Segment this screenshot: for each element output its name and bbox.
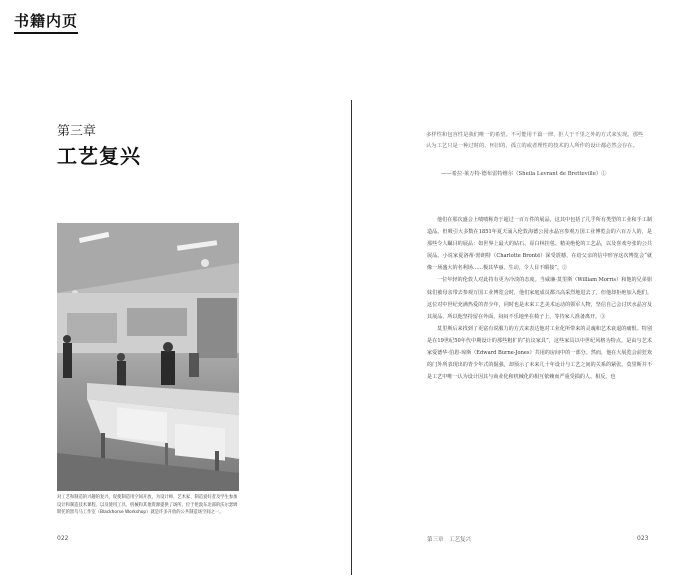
page-number-right: 023: [637, 535, 649, 542]
photo-caption: 对工艺和制造的兴趣的复兴，促使制造用空间开放，为设计师、艺术家、制造爱好者及学生参加设计和制造技术课程、以及使用工具、机械和其他资源提供了场所。位于伦敦东北部的沃尔瑟姆斯托的黑鸟马工作室（Blackhorse Workshop）就是许多开放的公共制造场空间之一。: [57, 495, 238, 516]
chapter-title: 工艺复兴: [57, 144, 141, 168]
body-text: [427, 214, 652, 383]
chapter-number: 第三章: [57, 124, 97, 139]
left-page: [0, 40, 350, 582]
page-number-left: 022: [57, 535, 69, 542]
section-label: 书籍内页: [14, 10, 78, 34]
paragraph: 他们在那次盛会上啧啧称奇于超过一百万件的展品，这其中包括了几乎所有类型的工业和手工制造品。但吸引大多数在1851年夏天涌入伦敦海德公园水晶宫参观万国工业博览会的六百万人的，是那些令人瞩目的展品：如世界上最大的钻石、哥白林挂毯、精美绝伦的工艺品，以及喜欢夸张的公共展品。小说家夏洛蒂·勃朗特（Charlotte Brontë）深受震撼，在给父亲的信中形容这次博览会“就像一场盛大的名利场……极其华丽、生动，令人目不暇接”。②: [427, 217, 652, 272]
epigraph: 多样性和包容性是我们唯一的希望。不可能用千篇一律、拒人于千里之外的方式来实现。那些认为工艺只是一种过时的、怀旧的、孤立的或者理性的技术的人所作的设计都必然会存在。: [426, 132, 644, 149]
epigraph-source: ——希拉·莱万特·德布雷特维尔（Sheila Levrant de Bretteville）①: [441, 171, 607, 177]
paragraph: 莫里斯后来找到了更富有说服力的方式来表达他对工业化所带来的灵魂和艺术衰退的痛恨。特别是在19世纪50年代中期设计的那些粗犷的“抗议家具”，这些家具以中世纪风格为特点，是由与艺术家爱德华·伯恩-琼斯（Edward Burne-Jones）共用的房间中的一部分。然而，他在大展览会前狂欢的门外所表现出的青少年式的倔强，却预示了未来几十年设计与工艺之间的关系的紧张。莫里斯并不是工艺中唯一认为设计因其与商业化和机械化的相互依赖而严重受损的人。相反，也: [427, 325, 652, 381]
paragraph: 一位年轻的伦敦人对此持有更为冷淡的态度。当威廉·莫里斯（William Morris）和他的兄弟姐妹们被母亲带去参观万国工业博览会时，他们家庭成员都兴高采烈地进去了，但他却拒绝加入他们。这位对中世纪充满热爱的青少年，同时也是未来工艺美术运动的领军人物，坚信自己会讨厌水晶宫及其展品，所以他坚持留在外面，闷闷不乐地坐在椅子上，等待家人准备离开。③: [427, 277, 652, 320]
running-footer: 第三章 工艺复兴: [427, 537, 472, 543]
book-spread: [0, 40, 700, 582]
workshop-photo: [57, 223, 239, 491]
